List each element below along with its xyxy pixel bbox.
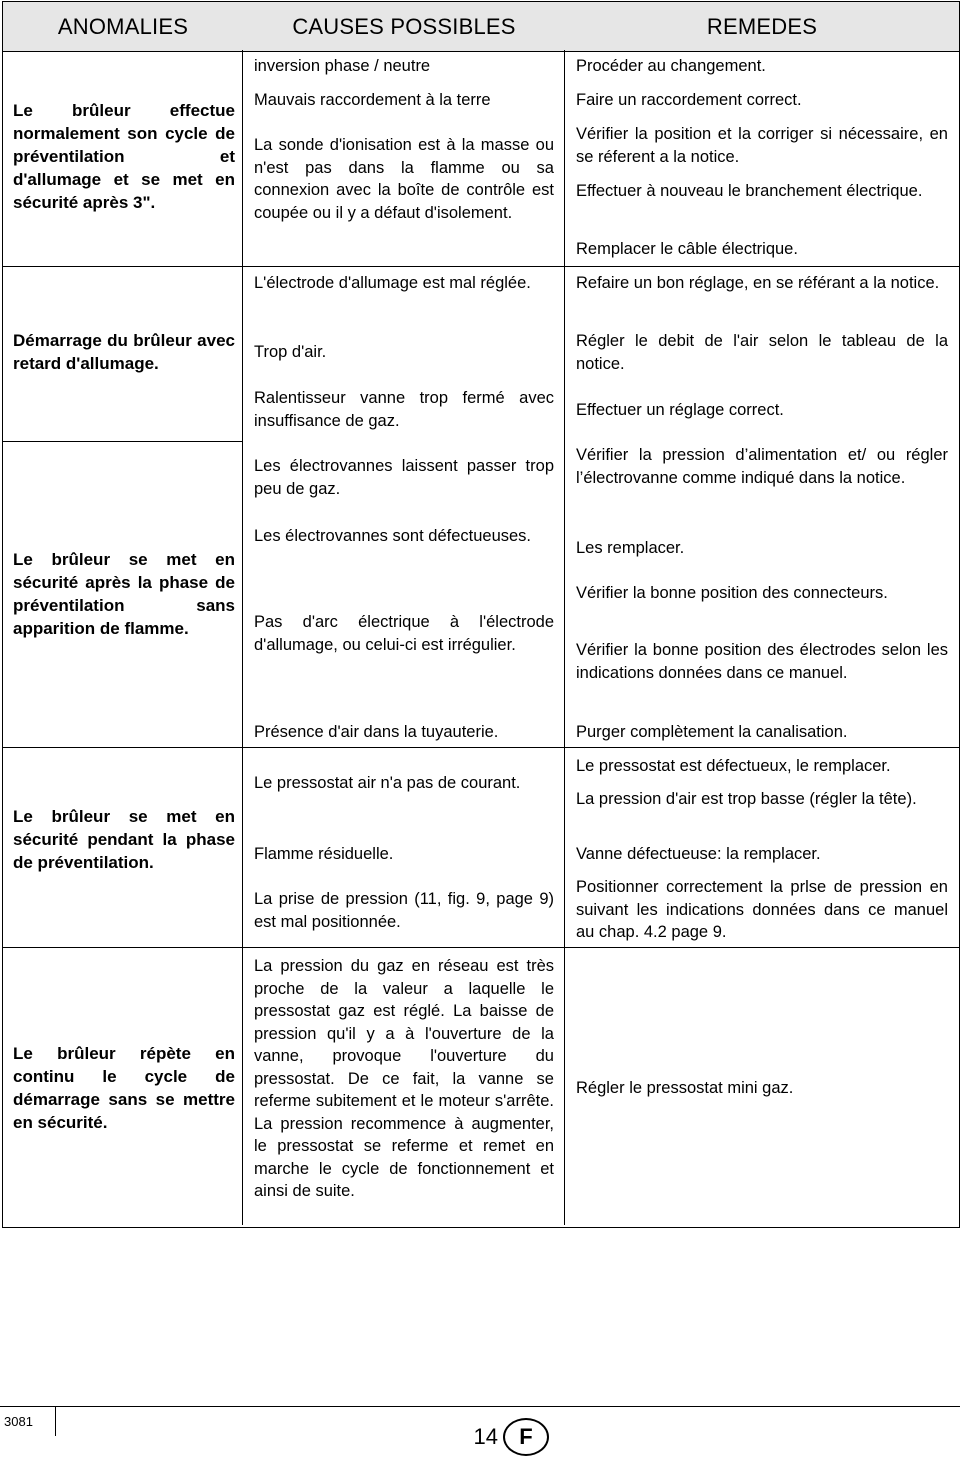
row-separator xyxy=(565,947,959,948)
anomaly-cell: Le brûleur répète en continu le cycle de démarrage sans se mettre en sécurité. xyxy=(13,1044,235,1132)
cause-cell: Ralentisseur vanne trop fermé avec insuffisance de gaz. xyxy=(254,389,554,430)
cause-cell: Pas d'arc électrique à l'électrode d'allumage, ou celui-ci est irrégulier. xyxy=(254,613,554,654)
row-separator xyxy=(2,441,243,442)
remedy-cell: Positionner correctement la prlse de pression en suivant les indications données dans ce manuel au chap. 4.2 page 9. xyxy=(576,878,948,941)
cause-cell: Trop d'air. xyxy=(254,343,327,361)
language-badge: F xyxy=(503,1418,549,1456)
anomaly-cell: Le brûleur se met en sécurité pendant la phase de préventilation. xyxy=(13,807,235,872)
row-separator xyxy=(243,747,565,748)
footer-tick xyxy=(55,1406,56,1436)
anomaly-cell: Le brûleur effectue normalement son cycle de préventilation et d'allumage et se met en sécurité après 3". xyxy=(13,101,235,212)
row-separator xyxy=(243,266,565,267)
remedy-cell: Remplacer le câble électrique. xyxy=(576,240,798,258)
cause-cell: Mauvais raccordement à la terre xyxy=(254,91,491,109)
row-separator xyxy=(565,747,959,748)
cause-cell: Le pressostat air n'a pas de courant. xyxy=(254,774,521,792)
row-separator xyxy=(565,266,959,267)
cause-cell: La sonde d'ionisation est à la masse ou n'est pas dans la flamme ou sa connexion avec la boîte de contrôle est coupée ou il y a défaut d'isolement. xyxy=(254,136,554,222)
row-separator xyxy=(2,947,243,948)
remedy-cell: Vérifier la position et la corriger si nécessaire, en se réferent a la notice. xyxy=(576,125,948,166)
header-causes: CAUSES POSSIBLES xyxy=(292,14,516,39)
remedy-cell: Régler le debit de l'air selon le tableau de la notice. xyxy=(576,332,948,373)
anomaly-cell: Démarrage du brûleur avec retard d'allumage. xyxy=(13,331,235,373)
remedy-cell: Vérifier la pression d’alimentation et/ ou régler l’électrovanne comme indiqué dans la notice. xyxy=(576,446,948,487)
remedy-cell: Régler le pressostat mini gaz. xyxy=(576,1079,794,1097)
remedy-cell: Vanne défectueuse: la remplacer. xyxy=(576,845,821,863)
row-separator xyxy=(243,947,565,948)
remedy-cell: Vérifier la bonne position des connecteurs. xyxy=(576,584,888,602)
cause-cell: La pression du gaz en réseau est très proche de la valeur a laquelle le pressostat gaz est réglé. La baisse de pression qu'il y a à l'ouverture de la vanne, provoque l'ouverture du pressostat. De ce fait, la vanne se referme subitement et le moteur s'arrête. La pression recommence à augmenter, le pressostat se referme et remet en marche le cycle de fonctionnement et ainsi de suite. xyxy=(254,957,554,1200)
page-number: 14 xyxy=(473,1424,498,1449)
remedy-cell: Refaire un bon réglage, en se référant a la notice. xyxy=(576,274,940,292)
remedy-cell: Le pressostat est défectueux, le remplacer. xyxy=(576,757,891,775)
column-divider xyxy=(242,50,243,1225)
document-code: 3081 xyxy=(4,1414,33,1429)
anomaly-cell: Le brûleur se met en sécurité après la phase de préventilation sans apparition de flamme. xyxy=(13,550,235,638)
table-header xyxy=(3,2,959,52)
row-separator xyxy=(2,266,243,267)
remedy-cell: Effectuer un réglage correct. xyxy=(576,401,784,419)
row-separator xyxy=(2,747,243,748)
column-divider xyxy=(564,50,565,1225)
remedy-cell: Effectuer à nouveau le branchement électrique. xyxy=(576,182,923,200)
remedy-cell: Procéder au changement. xyxy=(576,57,766,75)
header-remedies: REMEDES xyxy=(706,14,818,39)
cause-cell: L'électrode d'allumage est mal réglée. xyxy=(254,274,531,292)
cause-cell: Présence d'air dans la tuyauterie. xyxy=(254,723,499,741)
remedy-cell: Les remplacer. xyxy=(576,539,685,557)
remedy-cell: Purger complètement la canalisation. xyxy=(576,723,848,741)
cause-cell: Les électrovannes sont défectueuses. xyxy=(254,527,532,545)
remedy-cell: La pression d'air est trop basse (régler la tête). xyxy=(576,790,917,808)
remedy-cell: Vérifier la bonne position des électrodes selon les indications données dans ce manuel. xyxy=(576,641,948,682)
footer-rule xyxy=(0,1406,960,1407)
cause-cell: inversion phase / neutre xyxy=(254,57,431,75)
cause-cell: La prise de pression (11, fig. 9, page 9) est mal positionnée. xyxy=(254,890,554,931)
header-anomalies: ANOMALIES xyxy=(57,14,189,39)
cause-cell: Les électrovannes laissent passer trop peu de gaz. xyxy=(254,457,554,498)
cause-cell: Flamme résiduelle. xyxy=(254,845,394,863)
remedy-cell: Faire un raccordement correct. xyxy=(576,91,802,109)
